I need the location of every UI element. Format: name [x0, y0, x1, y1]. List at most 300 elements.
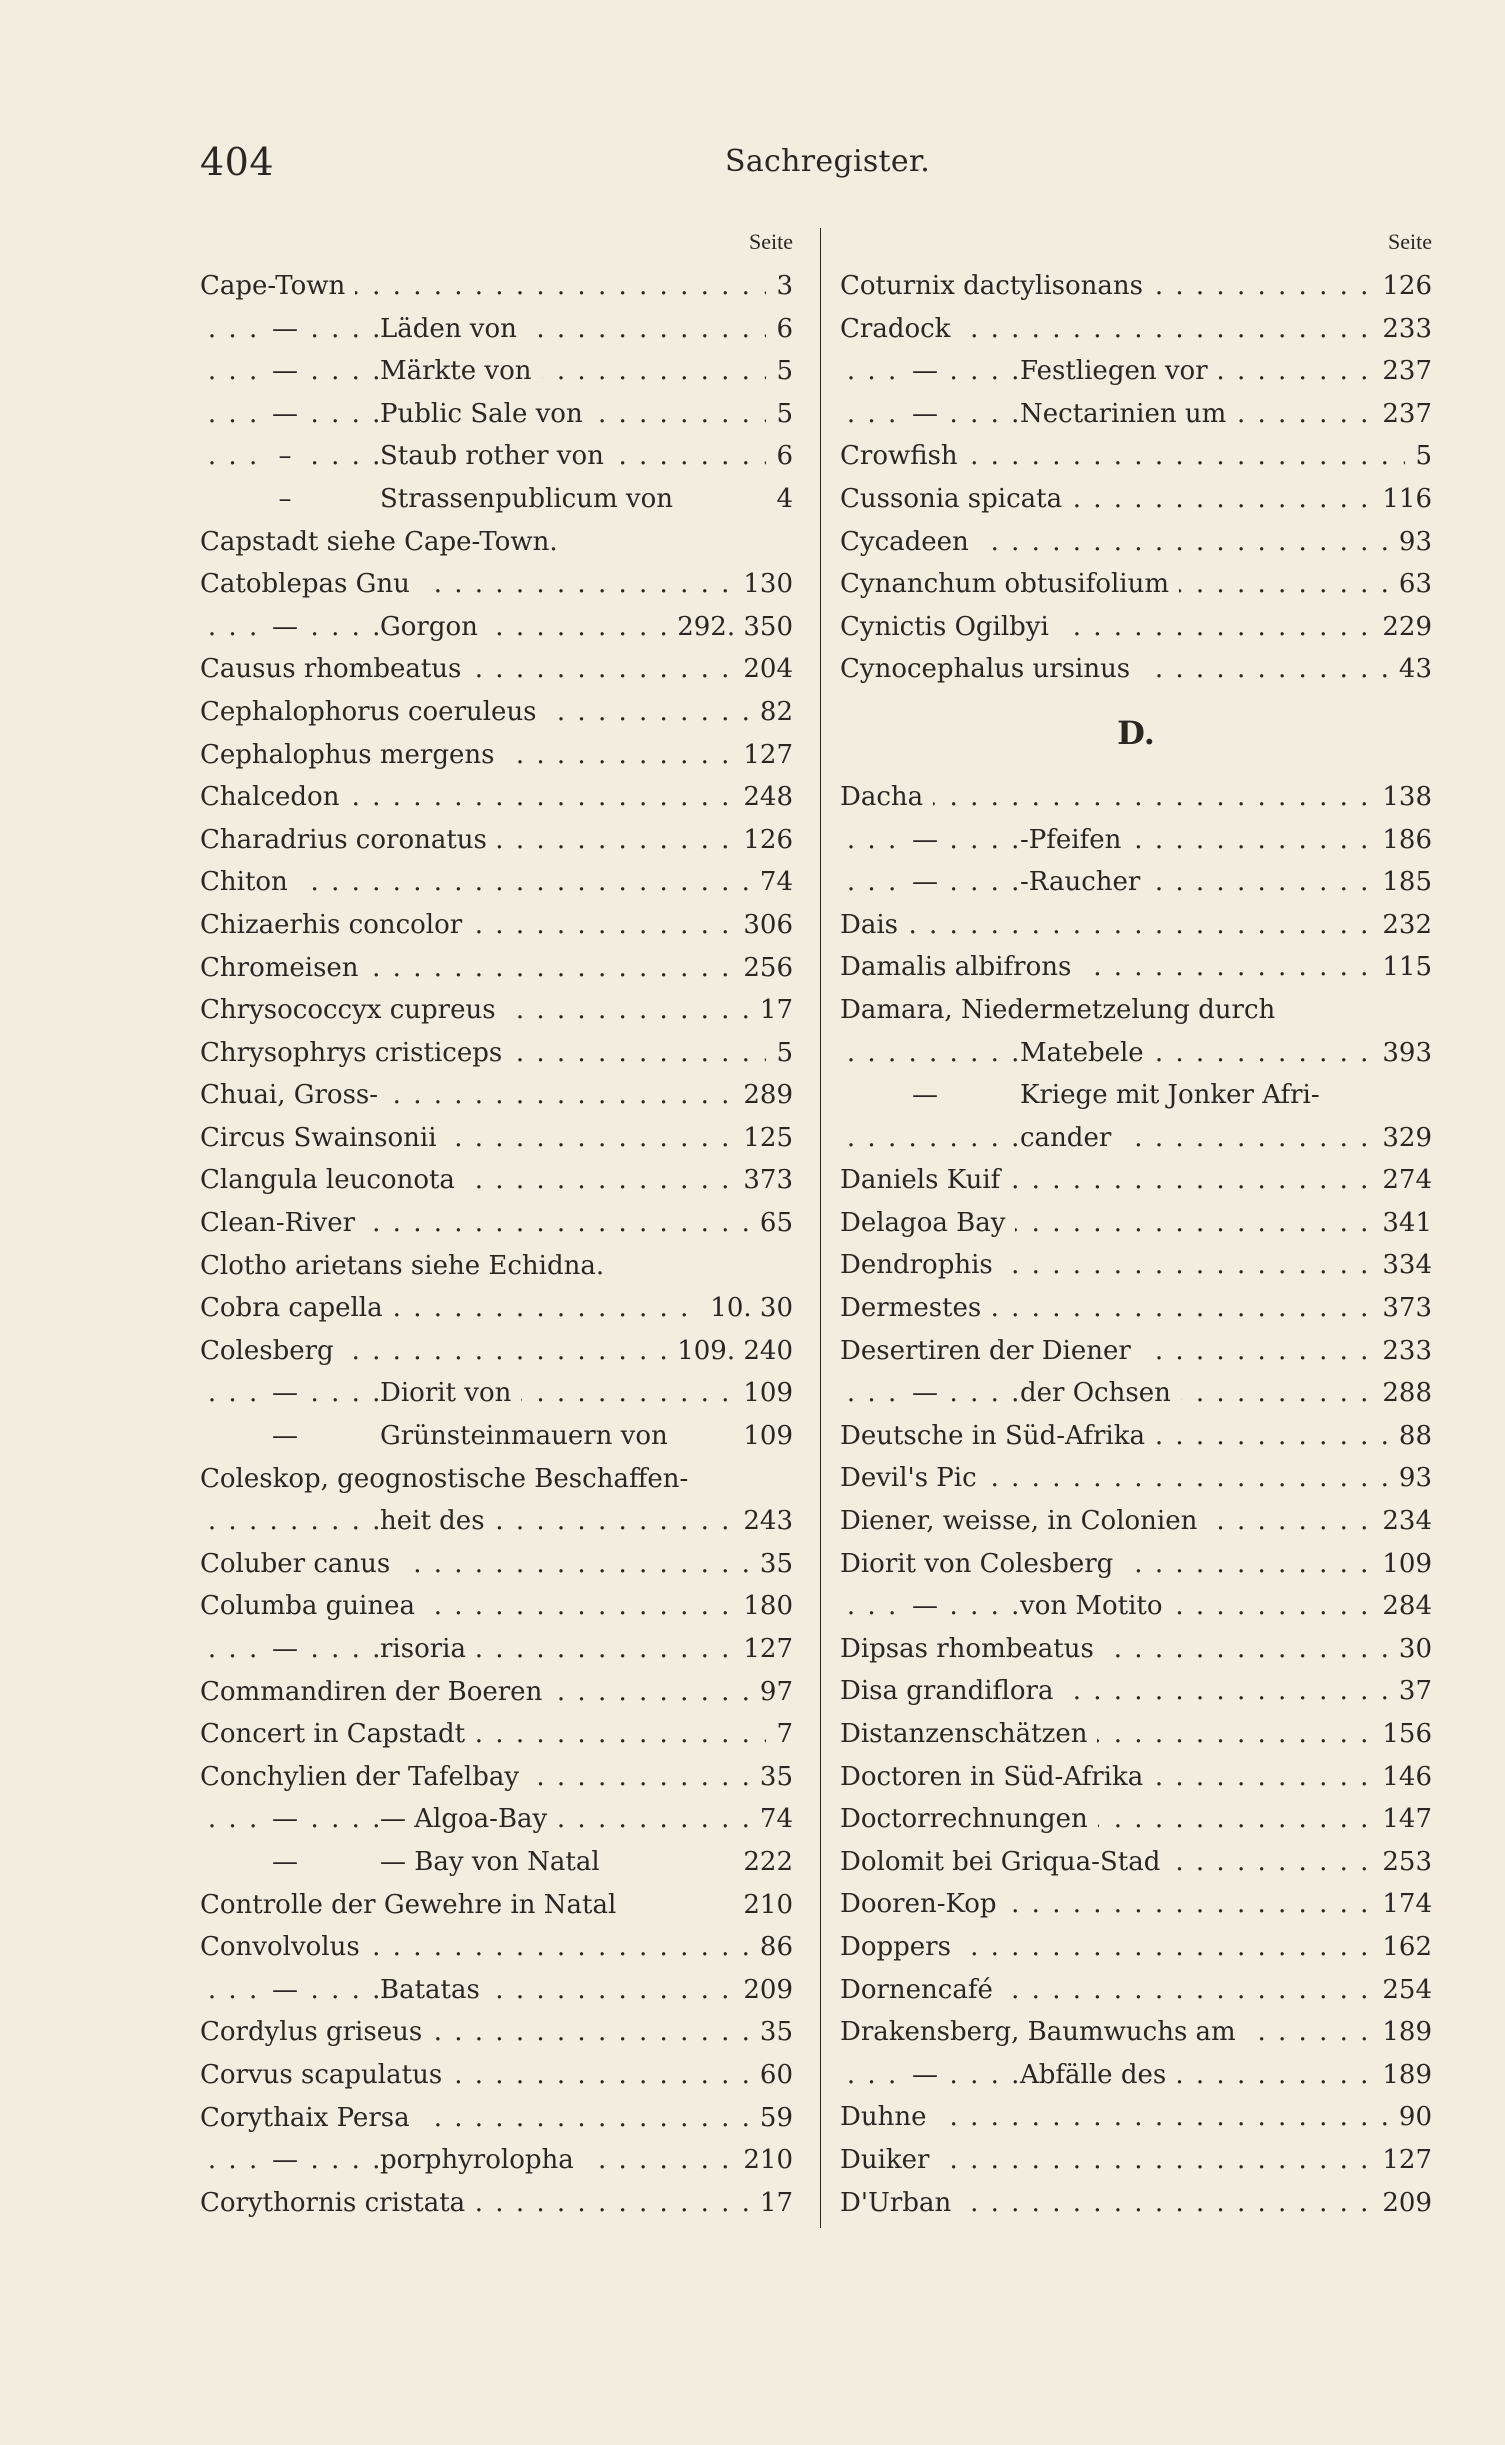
- entry-page-number: 156: [1372, 1713, 1432, 1756]
- entry-label: Deutsche in Süd-Afrika: [840, 1415, 1155, 1458]
- index-entry: [840, 989, 1432, 1032]
- entry-page-number: 373: [733, 1159, 793, 1202]
- index-entry: [840, 2182, 1432, 2225]
- index-entry: [200, 1245, 793, 1288]
- entry-label: D'Urban: [840, 2182, 961, 2225]
- entry-label: Dornencafé: [840, 1969, 1003, 2012]
- entry-page-number: 90: [1389, 2096, 1432, 2139]
- entry-page-number: 115: [1372, 946, 1432, 989]
- index-entry: [840, 1798, 1432, 1841]
- index-entry: [840, 478, 1432, 521]
- index-entry: [200, 1841, 793, 1884]
- entry-page-number: 209: [1372, 2182, 1432, 2225]
- index-entry: [200, 1969, 793, 2012]
- entry-page-number: 186: [1372, 819, 1432, 862]
- entry-label: Cephalophus mergens: [200, 734, 504, 777]
- entry-label: Märkte von: [380, 350, 542, 393]
- entry-label: Dolomit bei Griqua-Stad: [840, 1841, 1170, 1884]
- entry-label: Cordylus griseus: [200, 2011, 432, 2054]
- index-entry: [840, 904, 1432, 947]
- index-entry: [200, 1117, 793, 1160]
- entry-label: Gorgon: [380, 606, 488, 649]
- entry-label: Cephalophorus coeruleus: [200, 691, 547, 734]
- entry-label: Chiton: [200, 861, 298, 904]
- index-entry: [200, 904, 793, 947]
- entry-page-number: 334: [1372, 1244, 1432, 1287]
- entry-dash: –: [260, 478, 310, 521]
- entry-page-number: 233: [1372, 1330, 1432, 1373]
- entry-label: Grünsteinmauern von: [380, 1415, 678, 1458]
- index-entry: [840, 1457, 1432, 1500]
- entry-page-number: 393: [1372, 1032, 1432, 1075]
- entry-page-number: 237: [1372, 393, 1432, 436]
- entry-label: Capstadt siehe Cape-Town.: [200, 521, 568, 564]
- page-number: 404: [200, 140, 275, 184]
- index-entry: [200, 1585, 793, 1628]
- entry-dash: —: [900, 1074, 950, 1117]
- index-entry: [200, 1372, 793, 1415]
- entry-page-number: 127: [733, 1628, 793, 1671]
- entry-page-number: 138: [1372, 776, 1432, 819]
- entry-label: Batatas: [380, 1969, 490, 2012]
- index-entry: [200, 393, 793, 436]
- entry-page-number: 237: [1372, 350, 1432, 393]
- entry-page-number: 10. 30: [700, 1287, 793, 1330]
- entry-label: Corythornis cristata: [200, 2182, 475, 2225]
- entry-label: Clangula leuconota: [200, 1159, 465, 1202]
- entry-page-number: 5: [1405, 435, 1432, 478]
- entry-page-number: 127: [1372, 2139, 1432, 2182]
- index-entry: [840, 1117, 1432, 1160]
- entry-label: Diener, weisse, in Colonien: [840, 1500, 1207, 1543]
- entry-page-number: 43: [1389, 648, 1432, 691]
- entry-page-number: 189: [1372, 2054, 1432, 2097]
- entry-label: Dipsas rhombeatus: [840, 1628, 1104, 1671]
- entry-page-number: 306: [733, 904, 793, 947]
- index-entry: [200, 1159, 793, 1202]
- index-entry: [840, 1585, 1432, 1628]
- entry-label: Dendrophis: [840, 1244, 1003, 1287]
- entry-page-number: 288: [1372, 1372, 1432, 1415]
- index-entry: [840, 776, 1432, 819]
- entry-page-number: 229: [1372, 606, 1432, 649]
- index-entry: [840, 1883, 1432, 1926]
- index-entry: [200, 2054, 793, 2097]
- entry-page-number: 109. 240: [667, 1330, 793, 1373]
- entry-label: Damara, Niedermetzelung durch: [840, 989, 1285, 1032]
- entry-label: -Raucher: [1020, 861, 1150, 904]
- entry-page-number: 5: [766, 393, 793, 436]
- index-entry: [200, 1798, 793, 1841]
- seite-label: Seite: [1388, 229, 1432, 254]
- entry-dash: —: [260, 1415, 310, 1458]
- entry-label: Diorit von Colesberg: [840, 1543, 1123, 1586]
- index-entry: [200, 435, 793, 478]
- index-entry: [840, 1244, 1432, 1287]
- entry-page-number: 274: [1372, 1159, 1432, 1202]
- index-entry: [840, 1543, 1432, 1586]
- entry-page-number: 284: [1372, 1585, 1432, 1628]
- index-entry: [840, 1713, 1432, 1756]
- entry-page-number: 127: [733, 734, 793, 777]
- entry-page-number: 162: [1372, 1926, 1432, 1969]
- entry-page-number: 222: [733, 1841, 793, 1884]
- entry-page-number: 7: [766, 1713, 793, 1756]
- index-entry: [840, 521, 1432, 564]
- entry-dash: —: [260, 2139, 310, 2182]
- entry-label: porphyrolopha: [380, 2139, 584, 2182]
- entry-page-number: 109: [733, 1415, 793, 1458]
- index-entry: [840, 606, 1432, 649]
- index-entry: [200, 1202, 793, 1245]
- section-letter: D.: [1117, 713, 1155, 752]
- index-entry: [840, 435, 1432, 478]
- entry-label: Corythaix Persa: [200, 2097, 420, 2140]
- index-entry: [840, 308, 1432, 351]
- index-entry: [200, 1330, 793, 1373]
- left-entries: [200, 265, 793, 2224]
- index-entry: [200, 1628, 793, 1671]
- entry-page-number: 254: [1372, 1969, 1432, 2012]
- entry-page-number: 35: [750, 2011, 793, 2054]
- entry-label: Chrysococcyx cupreus: [200, 989, 506, 1032]
- entry-label: Clotho arietans siehe Echidna.: [200, 1245, 614, 1288]
- index-entry: [200, 1415, 793, 1458]
- index-entry: [840, 1202, 1432, 1245]
- index-entry: [200, 1713, 793, 1756]
- entry-page-number: 253: [1372, 1841, 1432, 1884]
- index-entry: [200, 648, 793, 691]
- entry-page-number: 204: [733, 648, 793, 691]
- index-entry: [200, 2011, 793, 2054]
- entry-label: Charadrius coronatus: [200, 819, 497, 862]
- entry-label: Coturnix dactylisonans: [840, 265, 1153, 308]
- entry-label: heit des: [380, 1500, 495, 1543]
- entry-label: Matebele: [1020, 1032, 1154, 1075]
- entry-label: Controlle der Gewehre in Natal: [200, 1884, 626, 1927]
- entry-label: — Bay von Natal: [380, 1841, 610, 1884]
- entry-dash: –: [260, 435, 310, 478]
- entry-page-number: 93: [1389, 1457, 1432, 1500]
- index-entry: [840, 819, 1432, 862]
- entry-label: Cradock: [840, 308, 960, 351]
- entry-page-number: 5: [766, 350, 793, 393]
- entry-page-number: 6: [766, 308, 793, 351]
- entry-label: von Motito: [1020, 1585, 1173, 1628]
- entry-label: -Pfeifen: [1020, 819, 1131, 862]
- entry-page-number: 35: [750, 1756, 793, 1799]
- entry-page-number: 35: [750, 1543, 793, 1586]
- entry-label: Public Sale von: [380, 393, 593, 436]
- index-entry: [840, 1287, 1432, 1330]
- entry-label: risoria: [380, 1628, 476, 1671]
- index-entry: [200, 478, 793, 521]
- entry-page-number: 30: [1389, 1628, 1432, 1671]
- index-entry: [840, 350, 1432, 393]
- entry-label: Desertiren der Diener: [840, 1330, 1141, 1373]
- leader-dots: [200, 1500, 793, 1543]
- entry-label: Causus rhombeatus: [200, 648, 471, 691]
- index-entry: [200, 521, 793, 564]
- entry-dash: —: [260, 1628, 310, 1671]
- index-entry: [840, 2054, 1432, 2097]
- index-entry: [840, 563, 1432, 606]
- entry-label: Colesberg: [200, 1330, 344, 1373]
- entry-label: Cynocephalus ursinus: [840, 648, 1140, 691]
- entry-label: Convolvolus: [200, 1926, 370, 1969]
- entry-page-number: 189: [1372, 2011, 1432, 2054]
- entry-page-number: 243: [733, 1500, 793, 1543]
- entry-dash: —: [260, 1841, 310, 1884]
- index-entry: [200, 861, 793, 904]
- entry-label: Festliegen vor: [1020, 350, 1218, 393]
- index-entry: [840, 1756, 1432, 1799]
- entry-page-number: 17: [750, 989, 793, 1032]
- index-entry: [200, 1884, 793, 1927]
- index-entry: [200, 2097, 793, 2140]
- entry-label: Staub rother von: [380, 435, 614, 478]
- entry-page-number: 126: [733, 819, 793, 862]
- index-entry: [840, 1670, 1432, 1713]
- entry-page-number: 17: [750, 2182, 793, 2225]
- index-entry: [200, 1287, 793, 1330]
- column-divider: [820, 228, 821, 2228]
- entry-page-number: 109: [733, 1372, 793, 1415]
- entry-label: Clean-River: [200, 1202, 365, 1245]
- index-entry: [840, 1372, 1432, 1415]
- entry-dash: —: [260, 308, 310, 351]
- entry-page-number: 37: [1389, 1670, 1432, 1713]
- index-entry: [200, 1074, 793, 1117]
- entry-page-number: 116: [1372, 478, 1432, 521]
- entry-page-number: 74: [750, 1798, 793, 1841]
- entry-page-number: 256: [733, 947, 793, 990]
- index-entry: [200, 1543, 793, 1586]
- entry-label: Columba guinea: [200, 1585, 425, 1628]
- leader-dots: [840, 904, 1432, 947]
- index-entry: [840, 648, 1432, 691]
- index-entry: [200, 691, 793, 734]
- index-entry: [840, 1330, 1432, 1373]
- entry-label: Cynictis Ogilbyi: [840, 606, 1059, 649]
- index-entry: [840, 1159, 1432, 1202]
- entry-page-number: 93: [1389, 521, 1432, 564]
- left-column: [200, 225, 793, 2224]
- entry-page-number: 60: [750, 2054, 793, 2097]
- index-entry: [200, 1756, 793, 1799]
- entry-label: Cape-Town: [200, 265, 355, 308]
- index-entry: [840, 265, 1432, 308]
- entry-page-number: 341: [1372, 1202, 1432, 1245]
- index-entry: [200, 606, 793, 649]
- entry-page-number: 232: [1372, 904, 1432, 947]
- entry-page-number: 233: [1372, 308, 1432, 351]
- entry-page-number: 3: [766, 265, 793, 308]
- entry-label: Strassenpublicum von: [380, 478, 683, 521]
- index-entry: [840, 1500, 1432, 1543]
- entry-label: Conchylien der Tafelbay: [200, 1756, 529, 1799]
- entry-label: — Algoa-Bay: [380, 1798, 557, 1841]
- entry-label: Läden von: [380, 308, 527, 351]
- entry-label: Corvus scapulatus: [200, 2054, 452, 2097]
- entry-page-number: 6: [766, 435, 793, 478]
- entry-dash: —: [260, 1798, 310, 1841]
- entry-page-number: 63: [1389, 563, 1432, 606]
- index-entry: [840, 2011, 1432, 2054]
- index-entry: [200, 989, 793, 1032]
- entry-dash: —: [900, 1372, 950, 1415]
- entry-label: Chuai, Gross-: [200, 1074, 388, 1117]
- index-entry: [840, 1841, 1432, 1884]
- entry-label: Chizaerhis concolor: [200, 904, 472, 947]
- index-entry: [840, 1628, 1432, 1671]
- entry-page-number: 174: [1372, 1883, 1432, 1926]
- entry-label: Chrysophrys cristiceps: [200, 1032, 512, 1075]
- entry-page-number: 5: [766, 1032, 793, 1075]
- entry-dash: —: [260, 350, 310, 393]
- entry-dash: —: [260, 606, 310, 649]
- right-entries-c: [840, 265, 1432, 691]
- entry-page-number: 126: [1372, 265, 1432, 308]
- entry-dash: —: [260, 393, 310, 436]
- index-entry: [200, 1500, 793, 1543]
- index-entry: [200, 819, 793, 862]
- entry-page-number: 210: [733, 2139, 793, 2182]
- entry-label: Concert in Capstadt: [200, 1713, 475, 1756]
- entry-dash: —: [260, 1969, 310, 2012]
- entry-page-number: 97: [750, 1671, 793, 1714]
- index-entry: [200, 1458, 793, 1501]
- entry-page-number: 86: [750, 1926, 793, 1969]
- entry-label: Kriege mit Jonker Afri-: [1020, 1074, 1330, 1117]
- running-head: Sachregister.: [725, 144, 931, 179]
- index-entry: [840, 1926, 1432, 1969]
- index-entry: [200, 2182, 793, 2225]
- entry-label: Doppers: [840, 1926, 961, 1969]
- entry-dash: —: [260, 1372, 310, 1415]
- entry-label: Nectarinien um: [1020, 393, 1236, 436]
- index-entry: [200, 265, 793, 308]
- index-entry: [840, 2139, 1432, 2182]
- entry-page-number: 74: [750, 861, 793, 904]
- entry-label: Damalis albifrons: [840, 946, 1081, 989]
- entry-page-number: 185: [1372, 861, 1432, 904]
- entry-label: Daniels Kuif: [840, 1159, 1010, 1202]
- index-entry: [200, 1671, 793, 1714]
- entry-label: Diorit von: [380, 1372, 521, 1415]
- entry-label: Coleskop, geognostische Beschaffen-: [200, 1458, 698, 1501]
- entry-label: Dermestes: [840, 1287, 991, 1330]
- entry-dash: —: [900, 350, 950, 393]
- entry-page-number: 88: [1389, 1415, 1432, 1458]
- entry-label: Duhne: [840, 2096, 936, 2139]
- entry-label: Doctorrechnungen: [840, 1798, 1098, 1841]
- leader-dots: [840, 1117, 1432, 1160]
- entry-label: Cycadeen: [840, 521, 979, 564]
- entry-page-number: 130: [733, 563, 793, 606]
- entry-dash: —: [900, 861, 950, 904]
- index-entry: [840, 393, 1432, 436]
- entry-label: der Ochsen: [1020, 1372, 1181, 1415]
- right-entries-d: [840, 776, 1432, 2224]
- entry-page-number: 210: [733, 1884, 793, 1927]
- entry-label: Dacha: [840, 776, 933, 819]
- entry-dash: —: [900, 819, 950, 862]
- entry-dash: —: [900, 393, 950, 436]
- entry-label: Doctoren in Süd-Afrika: [840, 1756, 1153, 1799]
- index-entry: [200, 1926, 793, 1969]
- entry-page-number: 180: [733, 1585, 793, 1628]
- entry-page-number: 248: [733, 776, 793, 819]
- entry-page-number: 209: [733, 1969, 793, 2012]
- entry-label: Duiker: [840, 2139, 939, 2182]
- index-entry: [200, 350, 793, 393]
- entry-label: Circus Swainsonii: [200, 1117, 447, 1160]
- entry-page-number: 147: [1372, 1798, 1432, 1841]
- entry-label: Devil's Pic: [840, 1457, 987, 1500]
- entry-label: Delagoa Bay: [840, 1202, 1015, 1245]
- entry-page-number: 82: [750, 691, 793, 734]
- entry-page-number: 4: [766, 478, 793, 521]
- entry-label: Commandiren der Boeren: [200, 1671, 552, 1714]
- entry-label: Abfälle des: [1020, 2054, 1176, 2097]
- entry-label: Dais: [840, 904, 908, 947]
- entry-label: Crowfish: [840, 435, 968, 478]
- entry-label: Cussonia spicata: [840, 478, 1072, 521]
- index-entry: [200, 2139, 793, 2182]
- index-entry: [200, 734, 793, 777]
- seite-label: Seite: [749, 229, 793, 254]
- index-entry: [840, 946, 1432, 989]
- entry-label: Dooren-Kop: [840, 1883, 1007, 1926]
- entry-label: Disa grandiflora: [840, 1670, 1063, 1713]
- entry-dash: —: [900, 1585, 950, 1628]
- entry-page-number: 65: [750, 1202, 793, 1245]
- entry-label: Drakensberg, Baumwuchs am: [840, 2011, 1246, 2054]
- index-entry: [200, 563, 793, 606]
- entry-dash: —: [900, 2054, 950, 2097]
- entry-page-number: 59: [750, 2097, 793, 2140]
- entry-label: Cynanchum obtusifolium: [840, 563, 1179, 606]
- index-entry: [840, 1969, 1432, 2012]
- entry-label: Chromeisen: [200, 947, 369, 990]
- index-entry: [840, 1415, 1432, 1458]
- index-entry: [840, 2096, 1432, 2139]
- entry-label: cander: [1020, 1117, 1121, 1160]
- index-entry: [840, 1032, 1432, 1075]
- entry-page-number: 146: [1372, 1756, 1432, 1799]
- entry-page-number: 125: [733, 1117, 793, 1160]
- entry-label: Cobra capella: [200, 1287, 393, 1330]
- entry-page-number: 292. 350: [667, 606, 793, 649]
- index-entry: [200, 1032, 793, 1075]
- index-entry: [200, 947, 793, 990]
- entry-page-number: 329: [1372, 1117, 1432, 1160]
- entry-page-number: 234: [1372, 1500, 1432, 1543]
- entry-label: Distanzenschätzen: [840, 1713, 1097, 1756]
- entry-page-number: 289: [733, 1074, 793, 1117]
- index-entry: [840, 861, 1432, 904]
- entry-page-number: 109: [1372, 1543, 1432, 1586]
- entry-label: Catoblepas Gnu: [200, 563, 420, 606]
- entry-label: Coluber canus: [200, 1543, 400, 1586]
- index-entry: [840, 1074, 1432, 1117]
- entry-page-number: 373: [1372, 1287, 1432, 1330]
- entry-label: Chalcedon: [200, 776, 349, 819]
- index-entry: [200, 776, 793, 819]
- right-column: [840, 225, 1432, 2224]
- index-entry: [200, 308, 793, 351]
